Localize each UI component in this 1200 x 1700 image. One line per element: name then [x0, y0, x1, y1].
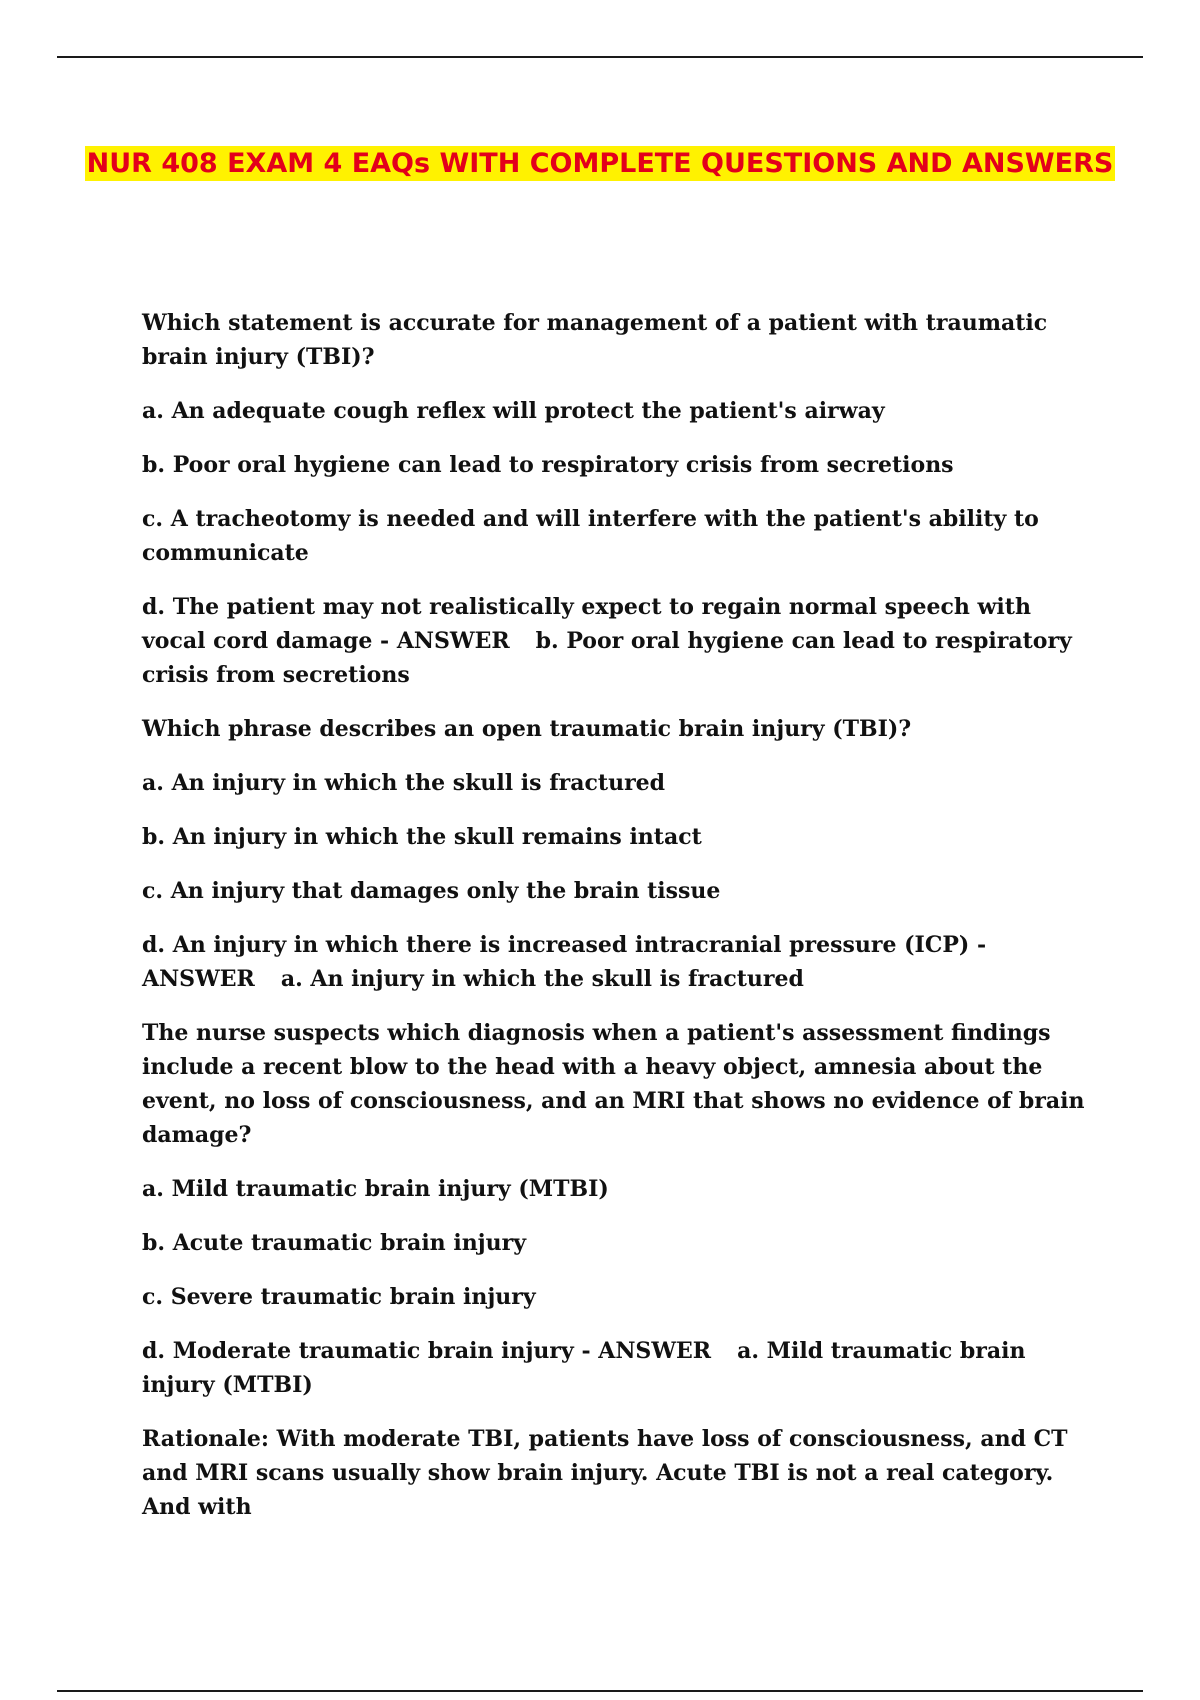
- q2-question: Which phrase describes an open traumatic brain injury (TBI)?: [142, 716, 912, 742]
- q3-option-b: b. Acute traumatic brain injury: [142, 1230, 527, 1256]
- q1-answer: b. Poor oral hygiene can lead to respiratory crisis from secretions: [142, 628, 1072, 688]
- top-rule: [57, 56, 1143, 58]
- q1-question: Which statement is accurate for management of a patient with traumatic brain injury (TBI)?: [142, 310, 1048, 370]
- q3-option-d-with-answer: [142, 1334, 1100, 1402]
- q1-option-a: a. An adequate cough reflex will protect the patient's airway: [142, 398, 885, 424]
- q3-rationale: Rationale: With moderate TBI, patients have loss of consciousness, and CT and MRI scans usually show brain injury. Acute TBI is not a real category. And with: [142, 1426, 1068, 1520]
- q1-option-c: c. A tracheotomy is needed and will interfere with the patient's ability to communicate: [142, 506, 1039, 566]
- q2-option-c: c. An injury that damages only the brain tissue: [142, 878, 721, 904]
- q3-question: The nurse suspects which diagnosis when a patient's assessment findings include a recent blow to the head with a heavy object, amnesia about the event, no loss of consciousness, and an MRI that shows no evidence of brain damage?: [142, 1020, 1085, 1148]
- q2-option-d-with-answer: [142, 928, 1100, 996]
- document-body: [142, 306, 1100, 1544]
- document-title: NUR 408 EXAM 4 EAQs WITH COMPLETE QUESTIONS AND ANSWERS: [86, 148, 1114, 179]
- q3-option-a: a. Mild traumatic brain injury (MTBI): [142, 1176, 609, 1202]
- bottom-rule: [57, 1690, 1143, 1692]
- q2-option-b: b. An injury in which the skull remains intact: [142, 824, 702, 850]
- q3-option-c: c. Severe traumatic brain injury: [142, 1284, 536, 1310]
- q3-answer: a. Mild traumatic brain injury (MTBI): [142, 1338, 1026, 1398]
- document-title-block: [0, 142, 1200, 186]
- q3-option-d: d. Moderate traumatic brain injury - ANSWER: [142, 1338, 712, 1364]
- q1-option-d-with-answer: [142, 590, 1100, 692]
- q2-answer: a. An injury in which the skull is fractured: [280, 966, 804, 992]
- q2-option-d: d. An injury in which there is increased intracranial pressure (ICP) - ANSWER: [142, 932, 987, 992]
- q2-option-a: a. An injury in which the skull is fractured: [142, 770, 666, 796]
- q1-option-d: d. The patient may not realistically expect to regain normal speech with vocal cord damage - ANSWER: [142, 594, 1031, 654]
- q1-option-b: b. Poor oral hygiene can lead to respiratory crisis from secretions: [142, 452, 954, 478]
